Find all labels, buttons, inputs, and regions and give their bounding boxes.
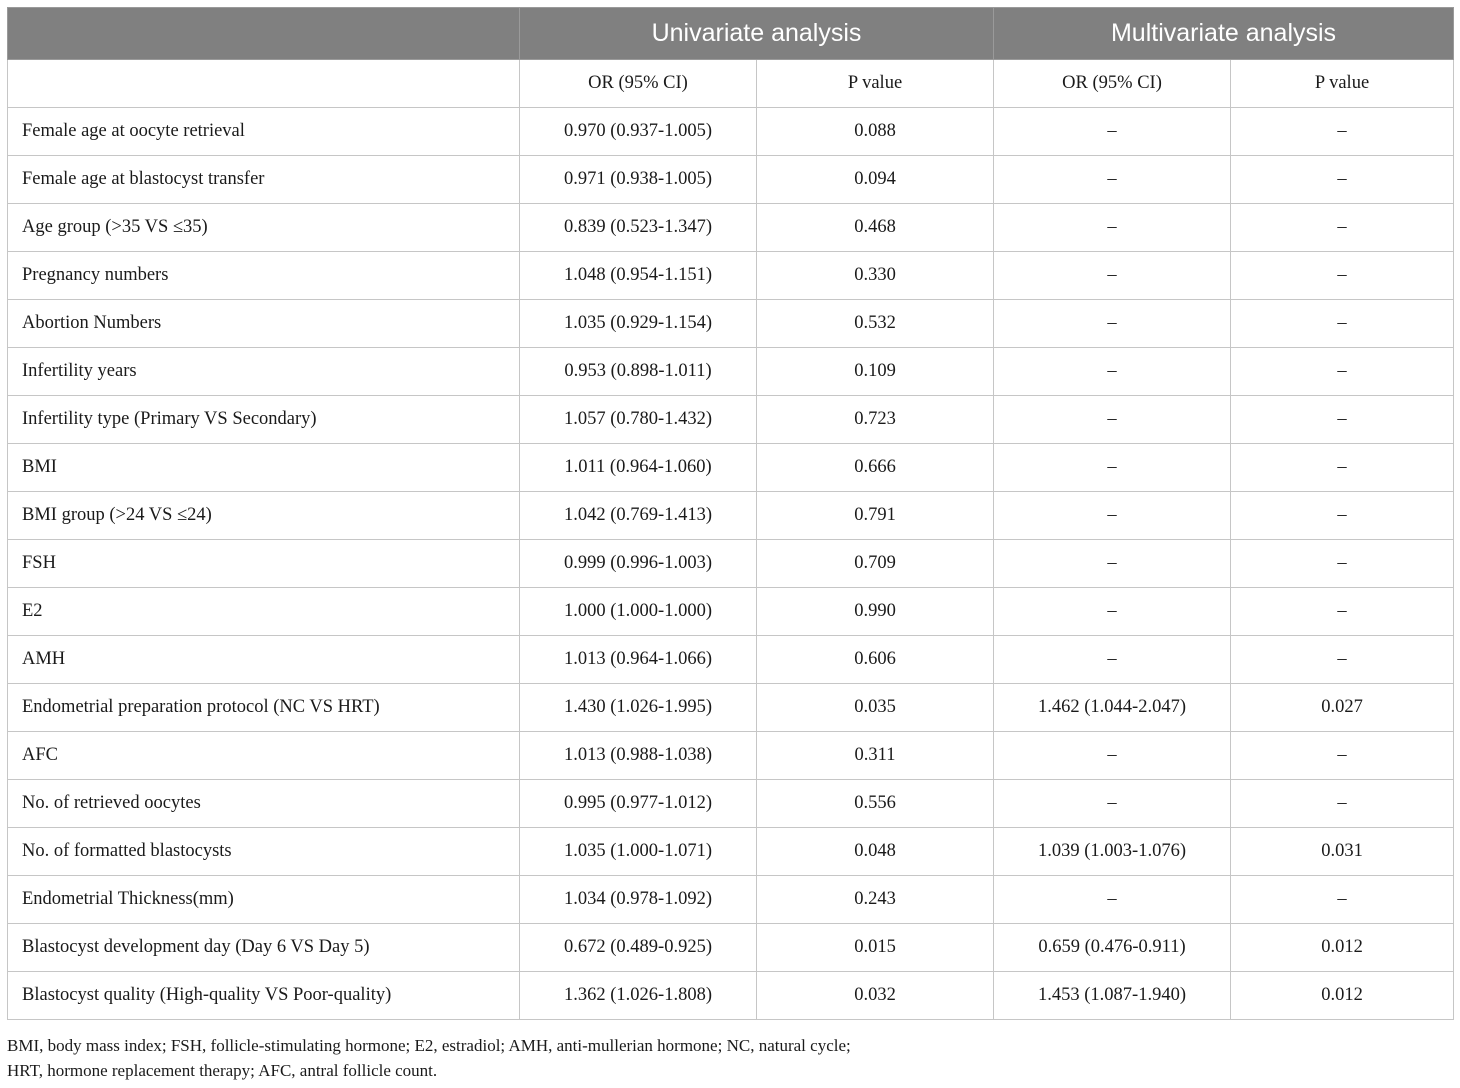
row-label: Infertility years bbox=[8, 348, 520, 396]
univariate-p-cell: 0.094 bbox=[757, 156, 994, 204]
univariate-p-cell: 0.015 bbox=[757, 924, 994, 972]
table-row bbox=[8, 924, 1454, 972]
univariate-or-cell: 1.013 (0.988-1.038) bbox=[520, 732, 757, 780]
multivariate-p-cell: – bbox=[1231, 396, 1454, 444]
table-row bbox=[8, 396, 1454, 444]
univariate-or-cell: 1.013 (0.964-1.066) bbox=[520, 636, 757, 684]
subheader-row bbox=[8, 60, 1454, 108]
multivariate-p-cell: – bbox=[1231, 108, 1454, 156]
footnote-line-1: BMI, body mass index; FSH, follicle-stimulating hormone; E2, estradiol; AMH, anti-mullerian hormone; NC, natural cycle; bbox=[7, 1036, 851, 1055]
row-label: Endometrial Thickness(mm) bbox=[8, 876, 520, 924]
multivariate-p-header: P value bbox=[1231, 60, 1454, 108]
univariate-or-cell: 0.970 (0.937-1.005) bbox=[520, 108, 757, 156]
multivariate-or-header: OR (95% CI) bbox=[994, 60, 1231, 108]
univariate-or-cell: 0.995 (0.977-1.012) bbox=[520, 780, 757, 828]
univariate-p-header: P value bbox=[757, 60, 994, 108]
multivariate-p-cell: – bbox=[1231, 252, 1454, 300]
multivariate-or-cell: 0.659 (0.476-0.911) bbox=[994, 924, 1231, 972]
table-row bbox=[8, 540, 1454, 588]
multivariate-or-cell: 1.462 (1.044-2.047) bbox=[994, 684, 1231, 732]
multivariate-p-cell: – bbox=[1231, 780, 1454, 828]
table-row bbox=[8, 636, 1454, 684]
univariate-p-cell: 0.035 bbox=[757, 684, 994, 732]
multivariate-or-cell: – bbox=[994, 732, 1231, 780]
row-label: No. of formatted blastocysts bbox=[8, 828, 520, 876]
multivariate-or-cell: – bbox=[994, 108, 1231, 156]
table-row bbox=[8, 444, 1454, 492]
table-row bbox=[8, 156, 1454, 204]
table-row bbox=[8, 972, 1454, 1020]
row-label: BMI bbox=[8, 444, 520, 492]
multivariate-header: Multivariate analysis bbox=[994, 8, 1454, 60]
row-label: Pregnancy numbers bbox=[8, 252, 520, 300]
univariate-or-cell: 1.034 (0.978-1.092) bbox=[520, 876, 757, 924]
table-row bbox=[8, 684, 1454, 732]
row-label: Female age at blastocyst transfer bbox=[8, 156, 520, 204]
multivariate-p-cell: – bbox=[1231, 876, 1454, 924]
multivariate-p-cell: – bbox=[1231, 732, 1454, 780]
multivariate-or-cell: – bbox=[994, 876, 1231, 924]
univariate-p-cell: 0.791 bbox=[757, 492, 994, 540]
table-row bbox=[8, 732, 1454, 780]
univariate-p-cell: 0.556 bbox=[757, 780, 994, 828]
univariate-p-cell: 0.709 bbox=[757, 540, 994, 588]
multivariate-or-cell: – bbox=[994, 540, 1231, 588]
univariate-or-cell: 0.839 (0.523-1.347) bbox=[520, 204, 757, 252]
univariate-p-cell: 0.243 bbox=[757, 876, 994, 924]
row-label: FSH bbox=[8, 540, 520, 588]
multivariate-or-cell: – bbox=[994, 636, 1231, 684]
univariate-p-cell: 0.532 bbox=[757, 300, 994, 348]
multivariate-or-cell: – bbox=[994, 780, 1231, 828]
multivariate-p-cell: 0.027 bbox=[1231, 684, 1454, 732]
group-header-row bbox=[8, 8, 1454, 60]
subheader-blank-cell bbox=[8, 60, 520, 108]
univariate-or-cell: 0.672 (0.489-0.925) bbox=[520, 924, 757, 972]
univariate-or-cell: 1.042 (0.769-1.413) bbox=[520, 492, 757, 540]
row-label: Endometrial preparation protocol (NC VS HRT) bbox=[8, 684, 520, 732]
univariate-or-cell: 1.035 (0.929-1.154) bbox=[520, 300, 757, 348]
univariate-p-cell: 0.088 bbox=[757, 108, 994, 156]
multivariate-p-cell: 0.012 bbox=[1231, 924, 1454, 972]
multivariate-p-cell: – bbox=[1231, 300, 1454, 348]
univariate-or-cell: 1.362 (1.026-1.808) bbox=[520, 972, 757, 1020]
table-row bbox=[8, 252, 1454, 300]
row-label: No. of retrieved oocytes bbox=[8, 780, 520, 828]
univariate-p-cell: 0.666 bbox=[757, 444, 994, 492]
univariate-p-cell: 0.048 bbox=[757, 828, 994, 876]
multivariate-p-cell: – bbox=[1231, 636, 1454, 684]
regression-table bbox=[7, 7, 1454, 1020]
multivariate-or-cell: – bbox=[994, 156, 1231, 204]
multivariate-or-cell: 1.453 (1.087-1.940) bbox=[994, 972, 1231, 1020]
univariate-or-cell: 0.953 (0.898-1.011) bbox=[520, 348, 757, 396]
univariate-or-cell: 1.430 (1.026-1.995) bbox=[520, 684, 757, 732]
row-label: Blastocyst development day (Day 6 VS Day 5) bbox=[8, 924, 520, 972]
multivariate-p-cell: – bbox=[1231, 348, 1454, 396]
multivariate-p-cell: 0.031 bbox=[1231, 828, 1454, 876]
multivariate-or-cell: – bbox=[994, 348, 1231, 396]
table-body bbox=[8, 108, 1454, 1020]
univariate-p-cell: 0.468 bbox=[757, 204, 994, 252]
univariate-or-cell: 1.011 (0.964-1.060) bbox=[520, 444, 757, 492]
table-row bbox=[8, 588, 1454, 636]
table-row bbox=[8, 780, 1454, 828]
univariate-or-cell: 1.000 (1.000-1.000) bbox=[520, 588, 757, 636]
multivariate-p-cell: – bbox=[1231, 492, 1454, 540]
univariate-or-header: OR (95% CI) bbox=[520, 60, 757, 108]
univariate-p-cell: 0.723 bbox=[757, 396, 994, 444]
univariate-p-cell: 0.311 bbox=[757, 732, 994, 780]
multivariate-or-cell: – bbox=[994, 300, 1231, 348]
multivariate-or-cell: – bbox=[994, 252, 1231, 300]
table-row bbox=[8, 492, 1454, 540]
univariate-p-cell: 0.606 bbox=[757, 636, 994, 684]
multivariate-p-cell: – bbox=[1231, 444, 1454, 492]
multivariate-p-cell: – bbox=[1231, 540, 1454, 588]
table-row bbox=[8, 828, 1454, 876]
row-label: BMI group (>24 VS ≤24) bbox=[8, 492, 520, 540]
row-label: Abortion Numbers bbox=[8, 300, 520, 348]
footnote-line-2: HRT, hormone replacement therapy; AFC, antral follicle count. bbox=[7, 1061, 438, 1080]
univariate-p-cell: 0.109 bbox=[757, 348, 994, 396]
row-label: E2 bbox=[8, 588, 520, 636]
table-row bbox=[8, 108, 1454, 156]
table-row bbox=[8, 300, 1454, 348]
univariate-p-cell: 0.990 bbox=[757, 588, 994, 636]
multivariate-p-cell: – bbox=[1231, 588, 1454, 636]
multivariate-p-cell: – bbox=[1231, 156, 1454, 204]
univariate-or-cell: 1.048 (0.954-1.151) bbox=[520, 252, 757, 300]
univariate-header: Univariate analysis bbox=[520, 8, 994, 60]
univariate-p-cell: 0.330 bbox=[757, 252, 994, 300]
row-label: AFC bbox=[8, 732, 520, 780]
multivariate-or-cell: – bbox=[994, 492, 1231, 540]
univariate-or-cell: 0.999 (0.996-1.003) bbox=[520, 540, 757, 588]
multivariate-p-cell: 0.012 bbox=[1231, 972, 1454, 1020]
row-label: Blastocyst quality (High-quality VS Poor-quality) bbox=[8, 972, 520, 1020]
row-label: Infertility type (Primary VS Secondary) bbox=[8, 396, 520, 444]
multivariate-or-cell: – bbox=[994, 204, 1231, 252]
multivariate-or-cell: – bbox=[994, 396, 1231, 444]
univariate-or-cell: 1.057 (0.780-1.432) bbox=[520, 396, 757, 444]
header-blank-cell bbox=[8, 8, 520, 60]
table-row bbox=[8, 876, 1454, 924]
table-row bbox=[8, 348, 1454, 396]
univariate-p-cell: 0.032 bbox=[757, 972, 994, 1020]
univariate-or-cell: 0.971 (0.938-1.005) bbox=[520, 156, 757, 204]
multivariate-or-cell: – bbox=[994, 444, 1231, 492]
row-label: Age group (>35 VS ≤35) bbox=[8, 204, 520, 252]
multivariate-p-cell: – bbox=[1231, 204, 1454, 252]
univariate-or-cell: 1.035 (1.000-1.071) bbox=[520, 828, 757, 876]
table-footnote bbox=[7, 1033, 1007, 1083]
row-label: Female age at oocyte retrieval bbox=[8, 108, 520, 156]
table-row bbox=[8, 204, 1454, 252]
multivariate-or-cell: – bbox=[994, 588, 1231, 636]
row-label: AMH bbox=[8, 636, 520, 684]
multivariate-or-cell: 1.039 (1.003-1.076) bbox=[994, 828, 1231, 876]
